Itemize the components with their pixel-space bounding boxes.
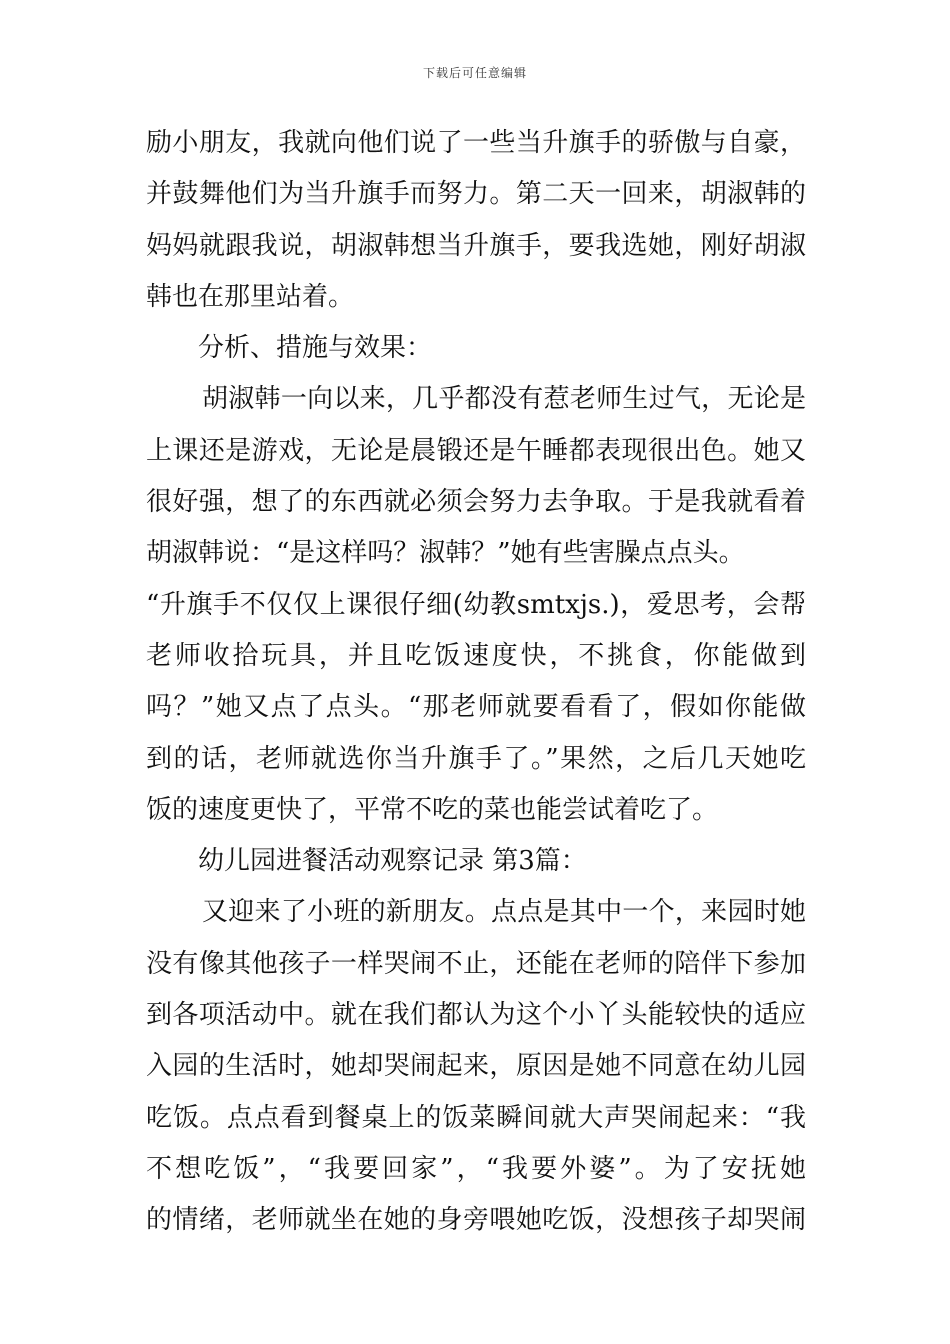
- text-line: 老师收拾玩具，并且吃饭速度快，不挑食，你能做到: [146, 640, 806, 671]
- text-line: 不想吃饭”，“我要回家”，“我要外婆”。为了安抚她: [146, 1153, 806, 1184]
- text-line: 胡淑韩一向以来，几乎都没有惹老师生过气，无论是: [202, 384, 806, 415]
- text-line: 的情绪，老师就坐在她的身旁喂她吃饭，没想孩子却哭闹: [146, 1205, 806, 1236]
- text-line: 并鼓舞他们为当升旗手而努力。第二天一回来，胡淑韩的: [146, 179, 806, 210]
- text-line: 饭的速度更快了，平常不吃的菜也能尝试着吃了。: [146, 794, 719, 825]
- text-line: 胡淑韩说：“是这样吗？淑韩？”她有些害臊点点头。: [146, 538, 745, 569]
- text-line: 励小朋友，我就向他们说了一些当升旗手的骄傲与自豪，: [146, 128, 806, 158]
- text-line: 到各项活动中。就在我们都认为这个小丫头能较快的适应: [146, 1000, 806, 1031]
- document-body: [146, 118, 806, 1247]
- page-header-note: 下载后可任意编辑: [422, 66, 527, 80]
- text-line: 到的话，老师就选你当升旗手了。”果然，之后几天她吃: [146, 743, 806, 774]
- text-line: 吗？”她又点了点头。“那老师就要看看了，假如你能做: [146, 692, 806, 723]
- text-line: 妈妈就跟我说，胡淑韩想当升旗手，要我选她，刚好胡淑: [146, 230, 806, 261]
- text-line: 上课还是游戏，无论是晨锻还是午睡都表现很出色。她又: [146, 435, 806, 466]
- text-line: 又迎来了小班的新朋友。点点是其中一个，来园时她: [202, 897, 806, 928]
- text-line: 没有像其他孩子一样哭闹不止，还能在老师的陪伴下参加: [146, 948, 806, 979]
- text-line: 幼儿园进餐活动观察记录 第3篇：: [198, 846, 587, 877]
- text-line: 很好强，想了的东西就必须会努力去争取。于是我就看着: [146, 487, 806, 518]
- text-line: 分析、措施与效果：: [198, 333, 433, 364]
- text-line: 韩也在那里站着。: [146, 281, 355, 312]
- text-line: 吃饭。点点看到餐桌上的饭菜瞬间就大声哭闹起来：“我: [146, 1102, 806, 1133]
- text-line: “升旗手不仅仅上课很仔细(幼教smtxjs.)，爱思考，会帮: [146, 589, 806, 620]
- text-line: 入园的生活时，她却哭闹起来，原因是她不同意在幼儿园: [146, 1051, 806, 1082]
